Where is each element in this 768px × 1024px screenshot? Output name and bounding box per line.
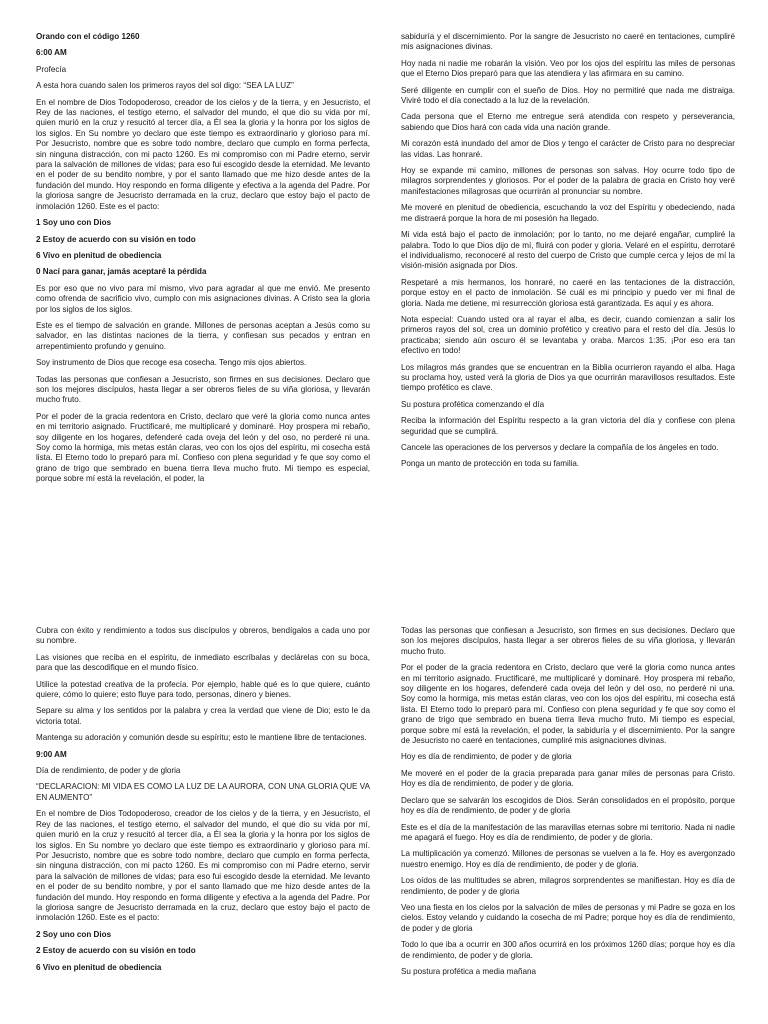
document-page-2 <box>0 578 768 1024</box>
paragraph: Los oídos de las multitudes se abren, milagros sorprendentes se manifiestan. Hoy es día de rendimiento, de poder y de gloria <box>401 876 735 896</box>
paragraph: En el nombre de Dios Todopoderoso, creador de los cielos y de la tierra, y en Jesucristo, el Rey de las naciones, el testigo eterno, el salvador del mundo, el que dio su vida por mí, quien murió en la cruz y resucitó al tercer día, a Él sea la gloria y la honra por los siglos de los siglos. En Su nombre yo declaro que este tiempo es extraordinario y glorioso para mí. Por Jesucristo, nombre que es sobre todo nombre, declaro que cumplo en forma perfecta, sin ninguna distracción, con mi pacto 1260. Es mi compromiso con mi Padre eterno, servir para la salvación de millones de vidas; para eso fui escogido desde la eternidad. Me levanto en el poder de su bendito nombre, y por el santo llamado que me hizo desde antes de la fundación del mundo. Hoy respondo en forma diligente y efectiva a la agenda del Padre. Por la gloriosa sangre de Jesucristo derramada en la cruz, declaro que estoy bajo el pacto de inmolación 1260. Este es el pacto: <box>36 809 370 923</box>
page-2-left-column <box>36 626 370 979</box>
paragraph: Mi vida está bajo el pacto de inmolación; por lo tanto, no me dejaré engañar, cumpliré la palabra. Todo lo que Dios dijo de mí, fluirá con poder y gloria. Velaré en el espíritu, derrotaré el individualismo, reconoceré al resto del cuerpo de Cristo que cumple cerca y lejos de mí la visión-misión asignada por Dios. <box>401 230 735 271</box>
paragraph: Su postura profética comenzando el día <box>401 399 545 409</box>
paragraph: Me moveré en el poder de la gracia preparada para ganar miles de personas para Cristo. Hoy es día de rendimiento, de poder y de gloria. <box>401 768 735 789</box>
paragraph: Ponga un manto de protección en toda su familia. <box>401 459 580 469</box>
paragraph: Por el poder de la gracia redentora en Cristo, declaro que veré la gloria como nunca antes en mi territorio asignado. Fructificaré, me multiplicaré y dominaré. Hoy prospera mi rebaño, soy diligente en los hogares, defenderé cada oveja del león y del oso, no perderé ni una. Soy como la hormiga, mis metas están claras, veo con los ojos del espíritu, mi cosecha está lista. El Eterno todo lo preparó para mí. Confieso con plena seguridad y fe que soy como el grano de trigo que sembrado en buena tierra lleva mucho fruto. Mi tiempo es especial, porque sobre mí está la revelación, el poder, la sabiduría y el discernimiento. Por la sangre de Jesucristo no caeré en tentaciones, cumpliré mis asignaciones divinas. <box>401 663 735 746</box>
section-heading: 6:00 AM <box>36 48 67 58</box>
paragraph: Todo lo que iba a ocurrir en 300 años ocurrirá en los próximos 1260 días; porque hoy es día de rendimiento, de poder y de gloria. <box>401 940 735 960</box>
paragraph: Todas las personas que confiesan a Jesucristo, son firmes en sus decisiones. Declaro que son los mejores discípulos, hasta llegar a ser obreros fieles de su viña gloriosa, y llevarán mucho fruto. <box>36 374 370 405</box>
paragraph: Todas las personas que confiesan a Jesucristo, son firmes en sus decisiones. Declaro que son los mejores discípulos, hasta llegar a ser obreros fieles de su viña gloriosa, y llevarán mucho fruto. <box>401 626 735 656</box>
paragraph: Mantenga su adoración y comunión desde su espíritu; esto le mantiene libre de tentaciones. <box>36 733 367 743</box>
paragraph: Por el poder de la gracia redentora en Cristo, declaro que veré la gloria como nunca antes en mi territorio asignado. Fructificaré, me multiplicaré y dominaré. Hoy prospera mi rebaño, soy diligente en los hogares, defenderé cada oveja del león y del oso, no perderé ni una. Soy como la hormiga, mis metas están claras, veo con los ojos del espíritu, mi cosecha está lista. El Eterno todo lo preparó para mí. Confieso con plena seguridad y fe que soy como el grano de trigo que sembrado en buena tierra lleva mucho fruto. Mi tiempo es especial, porque sobre mí está la revelación, el poder, la <box>36 411 370 484</box>
paragraph: Me moveré en plenitud de obediencia, escuchando la voz del Espíritu y obedeciendo, nada me distraerá porque la hora de mi posesión ha llegado. <box>401 203 735 223</box>
paragraph: Este es el día de la manifestación de las maravillas eternas sobre mi territorio. Nada ni nadie me apagará el fuego. Hoy es día de rendimiento, de poder y de gloria. <box>401 822 735 842</box>
section-heading: 1 Soy uno con Dios <box>36 218 112 228</box>
paragraph: Este es el tiempo de salvación en grande. Millones de personas aceptan a Jesús como su salvador, en las distintas naciones de la tierra, y confiesan sus pecados y entran en arrepentimiento profundo y genuino. <box>36 320 370 351</box>
paragraph: Es por eso que no vivo para mí mismo, vivo para agradar al que me envió. Me presento como ofrenda de sacrificio vivo, cumplo con mis asignaciones divinas. A Cristo sea la gloria por los siglos de los siglos. <box>36 283 370 314</box>
page-1-left-column <box>36 32 370 491</box>
paragraph: sabiduría y el discernimiento. Por la sangre de Jesucristo no caeré en tentaciones, cumpliré mis asignaciones divinas. <box>401 32 735 52</box>
paragraph: Hoy es día de rendimiento, de poder y de gloria <box>401 752 572 762</box>
section-heading: 9:00 AM <box>36 749 67 759</box>
paragraph: Las visiones que reciba en el espíritu, de inmediato escríbalas y declárelas con su boca, para que las descodifique en el mundo físico. <box>36 652 370 673</box>
section-heading: 6 Vivo en plenitud de obediencia <box>36 962 162 972</box>
paragraph: Seré diligente en cumplir con el sueño de Dios. Hoy no permitiré que nada me distraiga. Viviré todo el día conectado a la luz de la revelación. <box>401 85 735 106</box>
paragraph: Respetaré a mis hermanos, los honraré, no caeré en las tentaciones de la distracción, porque estoy en el pacto de inmolación. Sé cuál es mi principio y puedo ver mi final de gloria. Nada me detiene, mi resurrección gloriosa está garantizada. Es aquí y es ahora. <box>401 277 735 308</box>
paragraph: Nota especial: Cuando usted ora al rayar el alba, es decir, cuando comienzan a salir los primeros rayos del sol, crea un dominio profético y creativo para el resto del día. Jesús lo practicaba; siendo aún oscuro él se levantaba y oraba. Marcos 1:35. ¡Por eso era tan efectivo en todo! <box>401 314 735 356</box>
paragraph: Hoy nada ni nadie me robarán la visión. Veo por los ojos del espíritu las miles de personas que el Eterno Dios preparó para que las atendiera y las afirmara en su camino. <box>401 58 735 79</box>
paragraph: Profecía <box>36 64 67 74</box>
paragraph: Veo una fiesta en los cielos por la salvación de miles de personas y mi Padre se goza en los cielos. Estoy velando y cuidando la cosecha de mi Padre; porque hoy es día de rendimiento, de poder y de gloria <box>401 902 735 933</box>
section-heading: 0 Nací para ganar, jamás aceptaré la pérdida <box>36 267 207 277</box>
paragraph: Soy instrumento de Dios que recoge esa cosecha. Tengo mis ojos abiertos. <box>36 358 307 368</box>
paragraph: Cada persona que el Eterno me entregue será atendida con respeto y perseverancia, sabiendo que Dios hará con cada vida una nación grande. <box>401 112 735 132</box>
paragraph: Los milagros más grandes que se encuentran en la Biblia ocurrieron rayando el alba. Haga su proclama hoy, usted verá la gloria de Dios ya que ocurrirán maravillosos resultados. Este tiempo profético es clave. <box>401 362 735 393</box>
paragraph: Hoy se expande mi camino, millones de personas son salvas. Hoy ocurre todo tipo de milagros sorprendentes y gloriosos. Por el poder de la palabra de gracia en Cristo hoy veré manifestaciones milagrosas que ocurrirán al pronunciar su nombre. <box>401 166 735 196</box>
section-heading: 2 Estoy de acuerdo con su visión en todo <box>36 234 196 244</box>
paragraph: Cubra con éxito y rendimiento a todos sus discípulos y obreros, bendígalos a cada uno por su nombre. <box>36 626 370 646</box>
paragraph: Declaro que se salvarán los escogidos de Dios. Serán consolidados en el propósito, porque hoy es día de rendimiento, de poder y de gloria <box>401 795 735 816</box>
paragraph: Día de rendimiento, de poder y de gloria <box>36 766 181 776</box>
paragraph: En el nombre de Dios Todopoderoso, creador de los cielos y de la tierra, y en Jesucristo, el Rey de las naciones, el testigo eterno, el salvador del mundo, el que dio su vida por mí, quien murió en la cruz y resucitó al tercer día, a Él sea la gloria y la honra por los siglos de los siglos. En Su nombre yo declaro que este tiempo es extraordinario y glorioso para mí. Por Jesucristo, nombre que es sobre todo nombre, declaro que cumplo en forma perfecta, sin ninguna distracción, con mi pacto 1260. Es mi compromiso con mi Padre eterno, servir para la salvación de millones de vidas; para eso fui escogido desde la eternidad. Me levanto en el poder de su bendito nombre, y por el santo llamado que me hizo desde antes de la fundación del mundo. Hoy respondo en forma diligente y efectiva a la agenda del Padre. Por la gloriosa sangre de Jesucristo derramada en la cruz, declaro que estoy bajo el pacto de inmolación 1260. Este es el pacto: <box>36 97 370 211</box>
section-heading: 2 Soy uno con Dios <box>36 929 112 939</box>
paragraph: Mi corazón está inundado del amor de Dios y tengo el carácter de Cristo para no despreciar las vidas. Las honraré. <box>401 139 735 159</box>
paragraph: “DECLARACION: MI VIDA ES COMO LA LUZ DE LA AURORA, CON UNA GLORIA QUE VA EN AUMENTO” <box>36 782 370 802</box>
section-heading: 2 Estoy de acuerdo con su visión en todo <box>36 946 196 956</box>
paragraph: Utilice la potestad creativa de la profecía. Por ejemplo, hable qué es lo que quiere, cuánto quiere, cómo lo quiere; esto fluye para todo, personas, dinero y bienes. <box>36 679 370 700</box>
page-2-right-column <box>401 626 735 983</box>
section-heading: 6 Vivo en plenitud de obediencia <box>36 250 162 260</box>
section-heading: Orando con el código 1260 <box>36 32 140 41</box>
paragraph: Separe su alma y los sentidos por la palabra y crea la verdad que viene de Dio; esto le da victoria total. <box>36 706 370 726</box>
paragraph: La multiplicación ya comenzó. Millones de personas se vuelven a la fe. Hoy es avergonzado nuestro enemigo. Hoy es día de rendimiento, de poder y de gloria. <box>401 849 735 869</box>
page-1-right-column <box>401 32 735 476</box>
paragraph: Reciba la información del Espíritu respecto a la gran victoria del día y confiese con plena seguridad que se cumplirá. <box>401 416 735 436</box>
paragraph: Su postura profética a media mañana <box>401 966 536 976</box>
paragraph: A esta hora cuando salen los primeros rayos del sol digo: “SEA LA LUZ” <box>36 81 294 91</box>
paragraph: Cancele las operaciones de los perversos y declare la compañía de los ángeles en todo. <box>401 443 719 452</box>
